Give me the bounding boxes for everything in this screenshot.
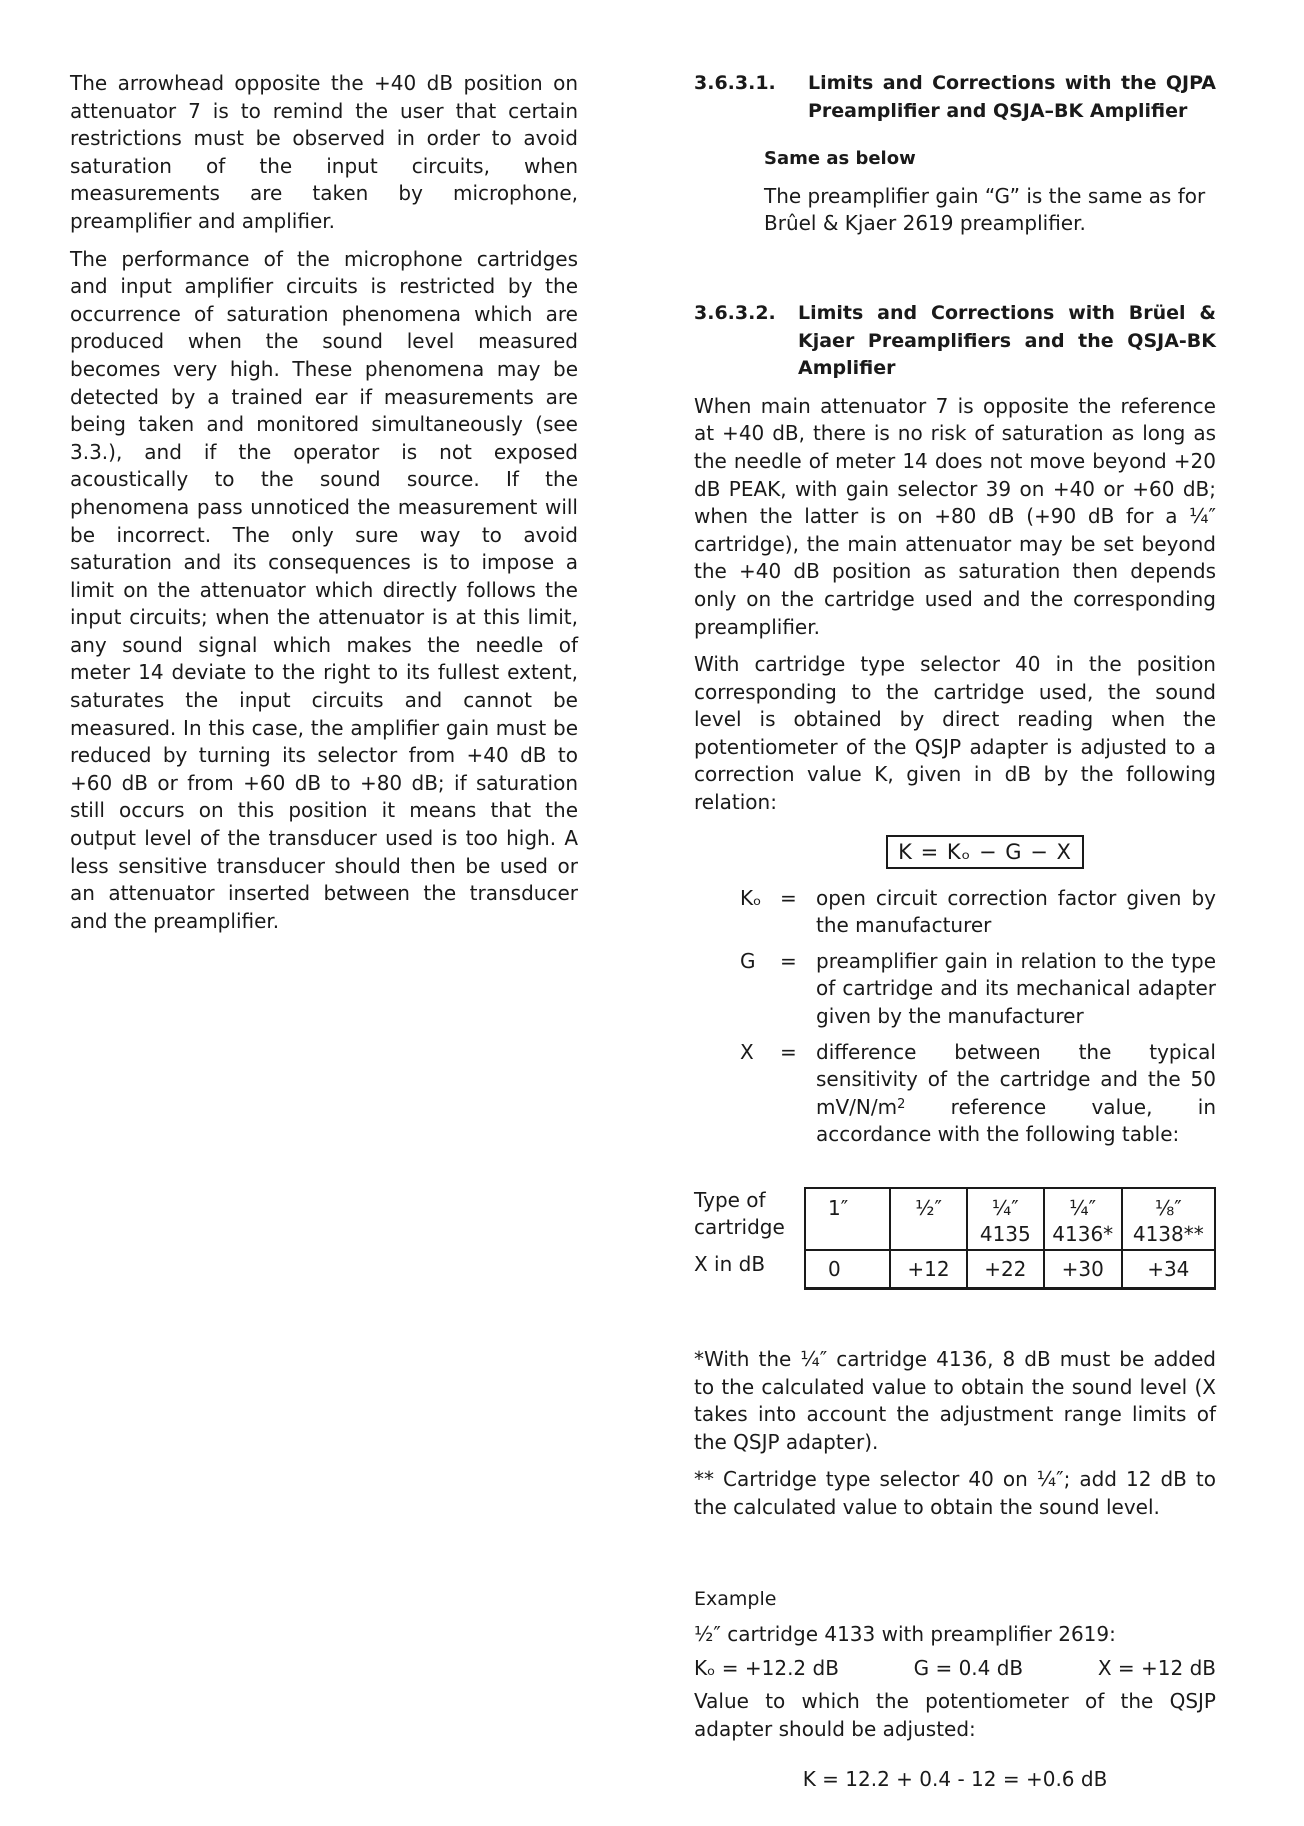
x-db-cell: +22 <box>967 1250 1044 1289</box>
cartridge-size: ¼″ <box>991 1196 1019 1220</box>
example-x: X = +12 dB <box>1097 1655 1216 1680</box>
definition-equals: = <box>780 1039 797 1064</box>
example-result: K = 12.2 + 0.4 - 12 = +0.6 dB <box>802 1766 1108 1791</box>
x-db-cell: 0 <box>805 1250 890 1289</box>
cartridge-size: ⅛″ <box>1154 1196 1182 1220</box>
intro-paragraph: The arrowhead opposite the +40 dB position on attenuator 7 is to remind the user that certain restrictions must be observed in order to avoid saturation of the input circuits, when measurements are taken by microphone, preamplifier and amplifier. <box>70 71 578 233</box>
definition-g <box>740 948 1216 1031</box>
table-cell <box>967 1188 1044 1250</box>
footnotes <box>694 1346 1216 1522</box>
section-3631-heading <box>694 70 1216 125</box>
cartridge-size: ½″ <box>915 1196 942 1220</box>
definition-x <box>740 1039 1216 1149</box>
x-db-cell: +12 <box>890 1250 966 1289</box>
correction-formula: K = Kₒ − G − X <box>886 835 1084 869</box>
cartridge-model: 4138** <box>1132 1222 1204 1246</box>
table-row <box>805 1250 1215 1289</box>
formula-box-wrapper <box>694 835 1216 869</box>
definitions-list <box>740 885 1216 1149</box>
definition-text <box>816 1039 1216 1149</box>
definition-text: open circuit correction factor given by the manufacturer <box>816 885 1216 938</box>
cartridge-table-block <box>694 1187 1216 1290</box>
cartridge-table <box>804 1187 1216 1290</box>
example-values <box>694 1655 1216 1683</box>
section-3632-paragraph-1: When main attenuator 7 is opposite the reference at +40 dB, there is no risk of saturation as long as the needle of meter 14 does not move beyond +20 dB PEAK, with gain selector 39 on +40 or +60 dB; when the latter is on +80 dB (+90 dB for a ¼″ cartridge), the main attenuator may be set beyond the +40 dB position as saturation then depends only on the cartridge used and the corresponding preamplifier. <box>694 393 1216 639</box>
table-cell <box>1044 1188 1122 1250</box>
section-3631-text: The preamplifier gain “G” is the same as for Brûel & Kjaer 2619 preamplifier. <box>764 183 1206 236</box>
cartridge-size: ¼″ <box>1069 1196 1097 1220</box>
section-3631-number: 3.6.3.1. <box>694 72 776 94</box>
section-3631-title: Limits and Corrections with the QJPA Preamplifier and QSJA–BK Amplifier <box>808 72 1216 122</box>
row-label-type: Type of cartridge <box>694 1188 785 1239</box>
definition-text-start: difference between the typical sensitivity of the cartridge and the 50 mV/N/m <box>816 1039 1216 1119</box>
definition-equals: = <box>780 948 797 973</box>
footnote-4136: *With the ¼″ cartridge 4136, 8 dB must be added to the calculated value to obtain the sound level (X takes into account the adjustment range limits of the QSJP adapter). <box>694 1347 1216 1454</box>
table-row-labels <box>694 1187 804 1278</box>
table-cell <box>805 1188 890 1250</box>
definition-text-end: reference value, in accordance with the following table: <box>816 1094 1216 1147</box>
definition-text: preamplifier gain in relation to the type of cartridge and its mechanical adapter given by the manufacturer <box>816 948 1216 1029</box>
definition-equals: = <box>780 885 797 910</box>
example-line-3: Value to which the potentiometer of the QSJP adapter should be adjusted: <box>694 1689 1216 1741</box>
example-line-1: ½″ cartridge 4133 with preamplifier 2619: <box>694 1622 1116 1647</box>
right-column <box>694 70 1216 1793</box>
section-3632-title: Limits and Corrections with Brüel & Kjaer Preamplifiers and the QSJA-BK Amplifier <box>798 301 1216 380</box>
section-3632-number: 3.6.3.2. <box>694 301 776 324</box>
example-g: G = 0.4 dB <box>913 1655 1024 1680</box>
section-3631-subheading: Same as below <box>764 148 916 170</box>
table-cell <box>890 1188 966 1250</box>
x-db-cell: +34 <box>1122 1250 1215 1289</box>
section-3632-paragraph-2: With cartridge type selector 40 in the position corresponding to the cartridge used, the sound level is obtained by direct reading when the potentiometer of the QSJP adapter is adjusted to a correction value K, given in dB by the following relation: <box>694 652 1216 815</box>
table-row <box>805 1188 1215 1250</box>
cartridge-model: 4136* <box>1052 1222 1114 1246</box>
definition-ko <box>740 885 1216 940</box>
example-heading: Example <box>694 1587 777 1610</box>
table-cell <box>1122 1188 1215 1250</box>
definition-superscript: 2 <box>897 1096 906 1112</box>
definition-symbol: G <box>740 948 756 973</box>
definition-symbol: X <box>740 1039 754 1064</box>
x-db-cell: +30 <box>1044 1250 1122 1289</box>
example-ko: Kₒ = +12.2 dB <box>694 1655 839 1680</box>
footnote-4138: ** Cartridge type selector 40 on ¼″; add 12 dB to the calculated value to obtain the sound level. <box>694 1467 1216 1519</box>
saturation-paragraph: The performance of the microphone cartridges and input amplifier circuits is restricted by the occurrence of saturation phenomena which are produced when the sound level measured becomes very high. These phenomena may be detected by a trained ear if measurements are being taken and monitored simultaneously (see 3.3.), and if the operator is not exposed acoustically to the sound source. If the phenomena pass unnoticed the measurement will be incorrect. The only sure way to avoid saturation and its consequences is to impose a limit on the attenuator which directly follows the input circuits; when the attenuator is at this limit, any sound signal which makes the needle of meter 14 deviate to the right to its fullest extent, saturates the input circuits and cannot be measured. In this case, the amplifier gain must be reduced by turning its selector from +40 dB to +60 dB or from +60 dB to +80 dB; if saturation still occurs on this position it means that the output level of the transducer used is too high. A less sensitive transducer should then be used or an attenuator inserted between the transducer and the preamplifier. <box>70 246 578 933</box>
definition-symbol: Kₒ <box>740 885 762 910</box>
left-column <box>70 70 578 935</box>
cartridge-model: 4135 <box>979 1222 1031 1246</box>
section-3632-heading <box>694 300 1216 383</box>
cartridge-size: 1″ <box>828 1196 849 1220</box>
row-label-xdb: X in dB <box>694 1252 766 1276</box>
